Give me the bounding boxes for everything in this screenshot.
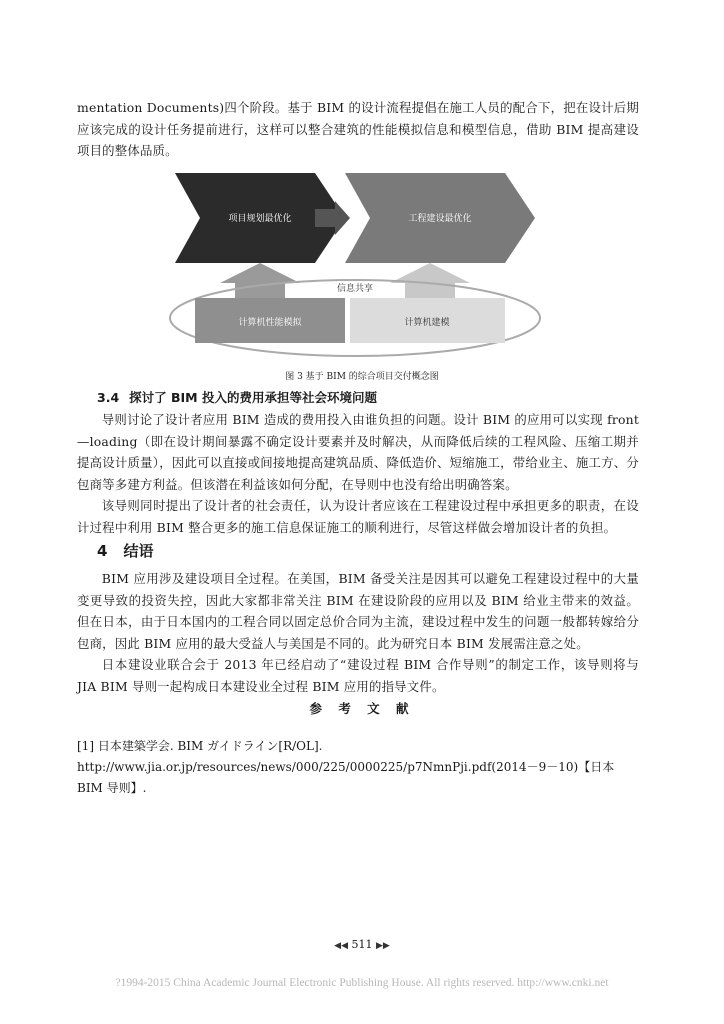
section-number: 3.4: [97, 390, 120, 405]
section-3-4-paragraph-1: 导则讨论了设计者应用 BIM 造成的费用投入由谁负担的问题。设计 BIM 的应用可以实现 front—loading（即在设计期间暴露不确定设计要素并及时解决，从而降低后续的工程风险、压缩工期并提高设计质量），因此可以直接或间接地提高建筑品质、降低造价、短缩施工，带给业主、施工方、分包商等多建方利益。但该潜在利益该如何分配，在导则中也没有给出明确答案。: [77, 412, 639, 492]
hex-left-label: 项目规划最优化: [228, 214, 292, 224]
bim-ipd-figure: [165, 163, 545, 363]
chapter-title: 结语: [123, 542, 154, 560]
section-title: 探讨了 BIM 投入的费用承担等社会环境问题: [129, 390, 377, 405]
reference-item: [1] 日本建築学会. BIM ガイドライン[R/OL]. http://www.jia.or.jp/resources/news/000/225/0000225/p7NmnPji.pdf(2014－9－10)【日本 BIM 导则】.: [77, 739, 615, 795]
hex-right-label: 工程建设最优化: [408, 214, 472, 224]
right-arrow-icon: ▶▶: [376, 941, 390, 951]
section-3-4-paragraph-2: 该导则同时提出了设计者的社会责任，认为设计者应该在工程建设过程中承担更多的职责，在设计过程中利用 BIM 整合更多的施工信息保证施工的顺利进行，尽管这样做会增加设计者的负担。: [77, 498, 639, 535]
copyright-footer: ?1994-2015 China Academic Journal Electronic Publishing House. All rights reserved. http://www.cnki.net: [115, 977, 609, 989]
section-4-paragraph-1: BIM 应用涉及建设项目全过程。在美国，BIM 备受关注是因其可以避免工程建设过程中的大量变更导致的投资失控，因此大家都非常关注 BIM 在建设阶段的应用以及 BIM 给业主带来的效益。但在日本，由于日本国内的工程合同以固定总价合同为主流，建设过程中发生的问题一般都转嫁给分包商，因此 BIM 应用的最大受益人与美国是不同的。此为研究日本 BIM 发展需注意之处。: [77, 571, 639, 651]
box-left-label: 计算机性能模拟: [238, 318, 302, 328]
left-arrow-icon: ◀◀: [334, 941, 348, 951]
page-number: [0, 938, 724, 951]
chapter-number: 4: [97, 542, 108, 560]
page-number-value: 511: [351, 938, 373, 951]
references-heading: 参 考 文 献: [309, 701, 415, 716]
section-heading-3-4: [97, 388, 377, 406]
info-sharing-label: 信息共享: [336, 284, 374, 294]
section-heading-4: [97, 540, 153, 561]
section-4-paragraph-2: 日本建设业联合会于 2013 年已经启动了“建设过程 BIM 合作导则”的制定工作，该导则将与 JIA BIM 导则一起构成日本建设业全过程 BIM 应用的指导文件。: [77, 657, 639, 694]
intro-paragraph: mentation Documents)四个阶段。基于 BIM 的设计流程提倡在施工人员的配合下，把在设计后期应该完成的设计任务提前进行，这样可以整合建筑的性能模拟信息和模型信息，借助 BIM 提高建设项目的整体品质。: [77, 100, 639, 158]
figure-caption: 图 3 基于 BIM 的综合项目交付概念图: [285, 372, 439, 382]
box-right-label: 计算机建模: [404, 318, 450, 328]
